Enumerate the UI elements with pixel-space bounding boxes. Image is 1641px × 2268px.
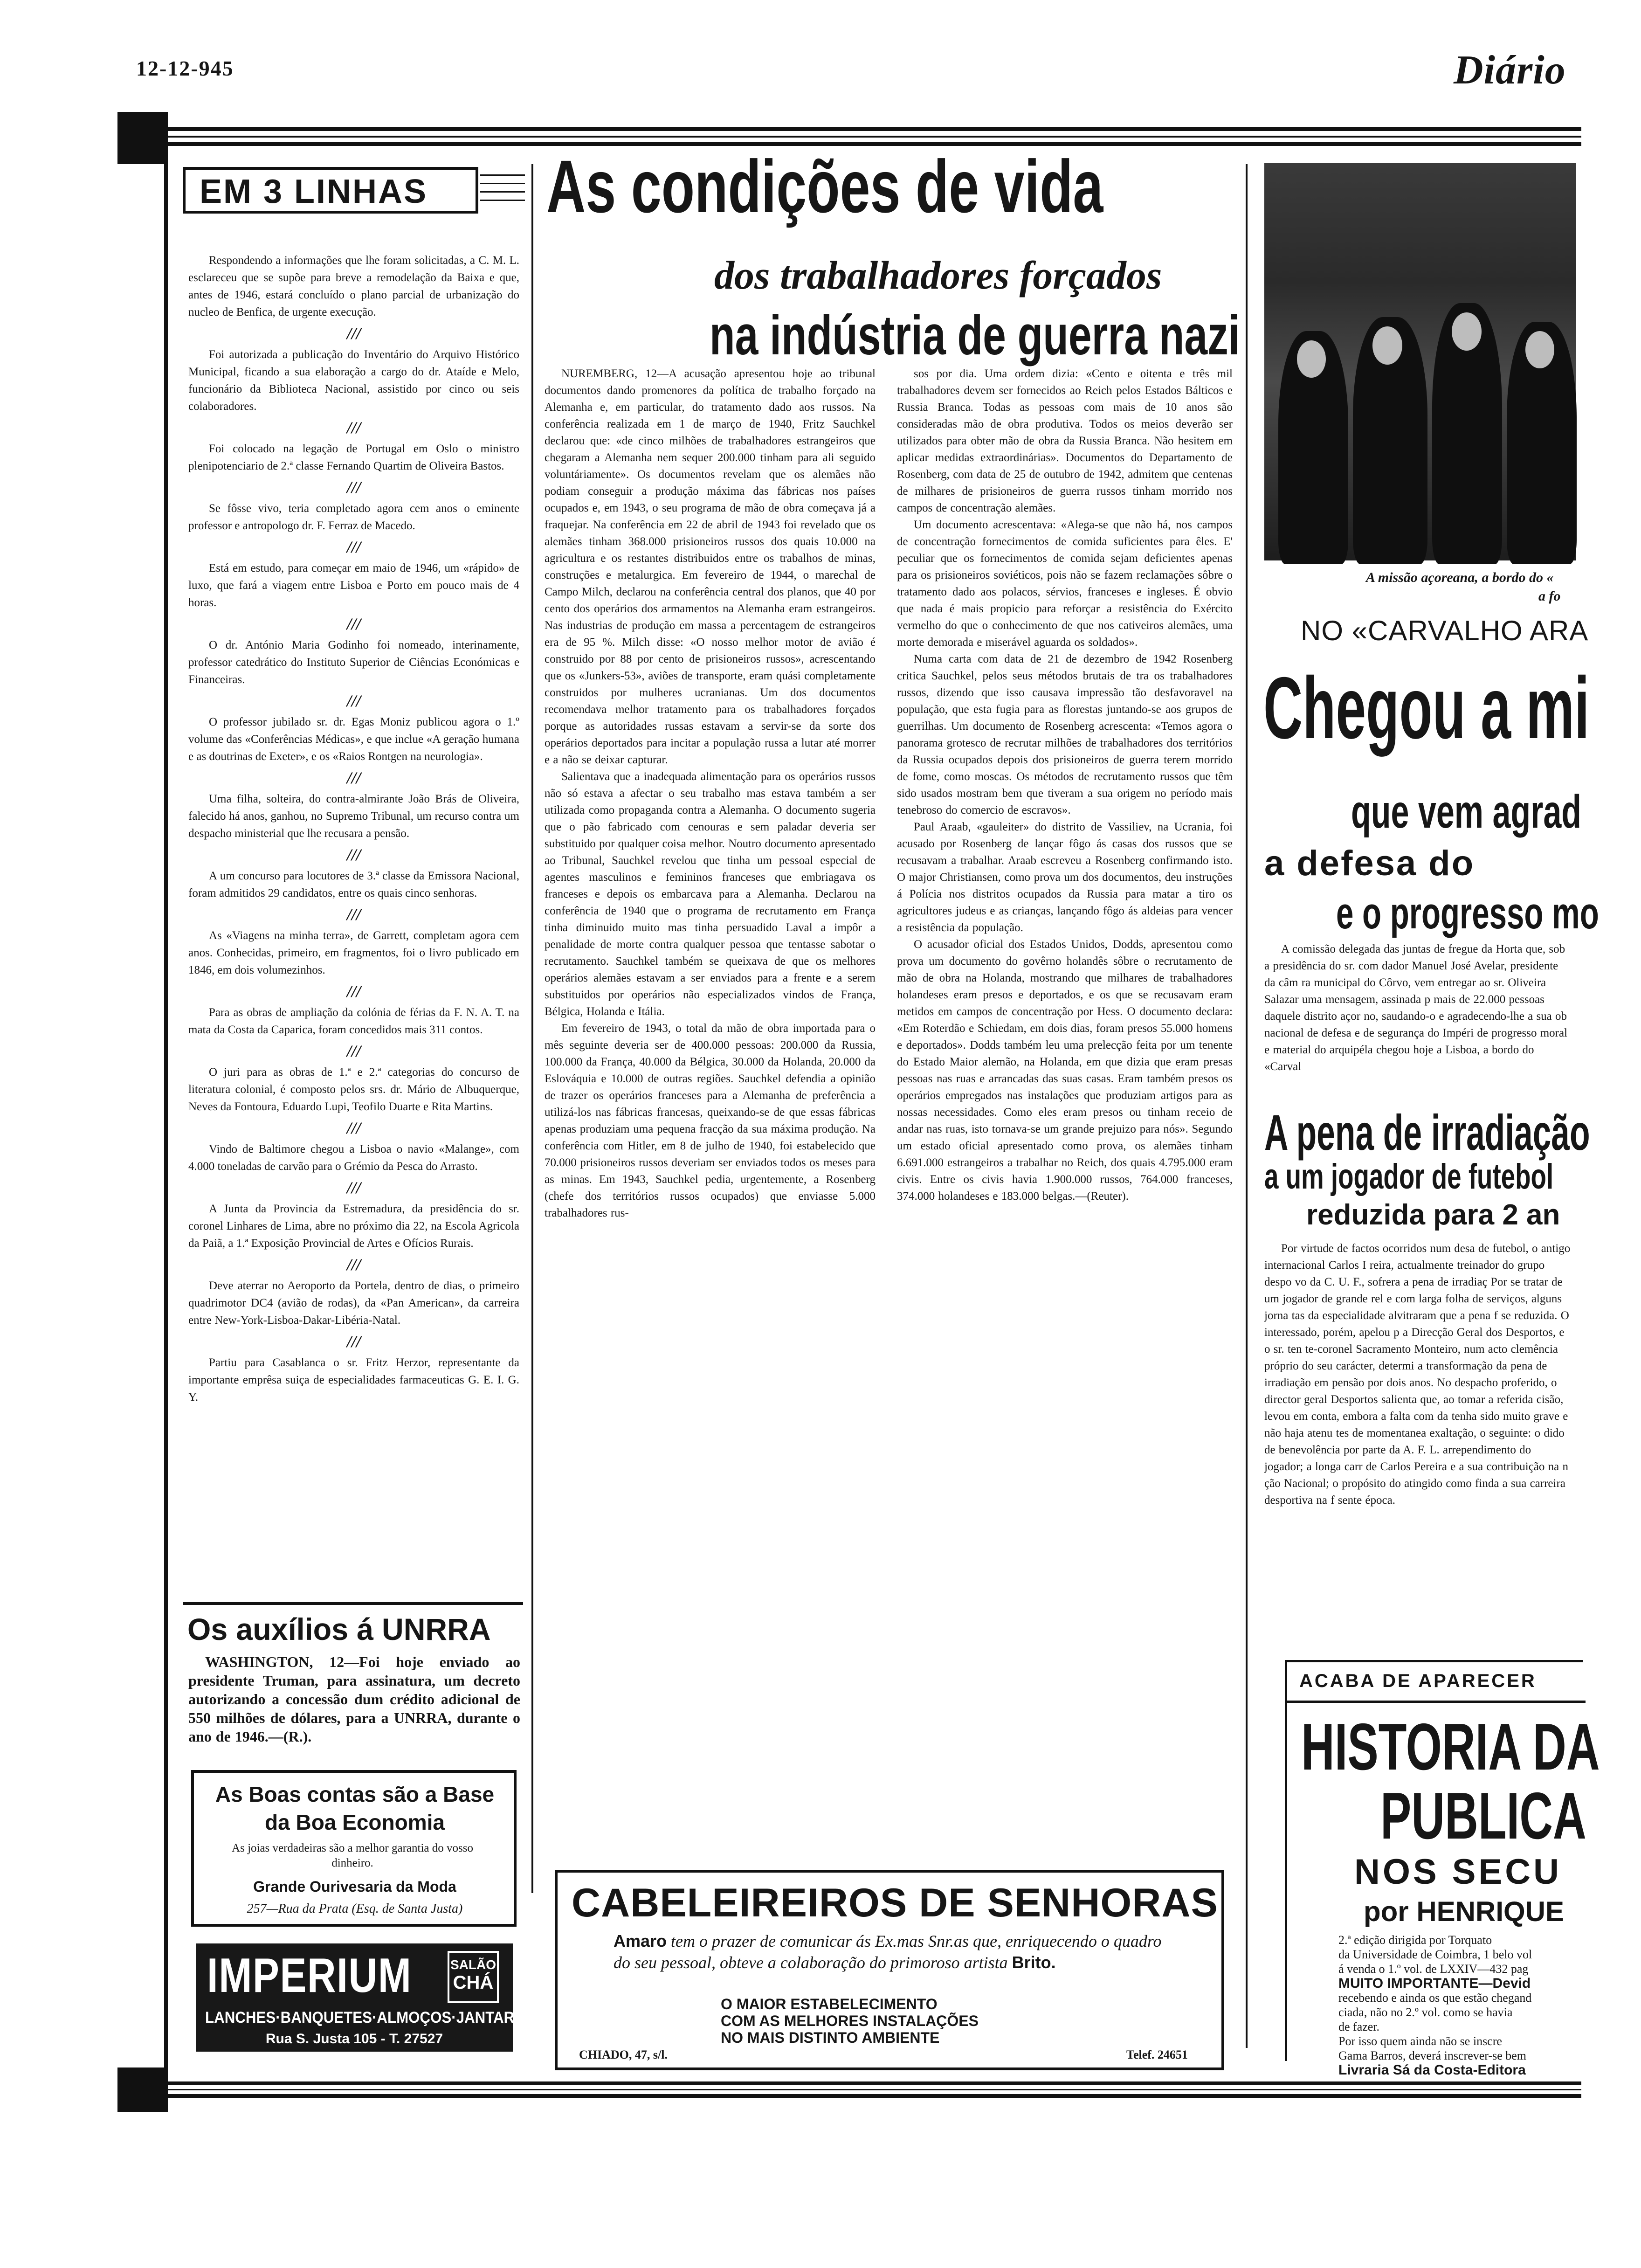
article-paragraph: sos por dia. Uma ordem dizia: «Cento e oitenta e três mil trabalhadores devem ser fornecidos ao Reich pelos Estados Bálticos e Russia Branca. Todas as pessoas com mais de 10 anos são consideradas mão de obra produtiva. Todos os meios deverão ser utilizados para obter mão de obra da Russia Branca. Não hesitem em aplicar medidas extraordinárias». Documentos do Departamento de Rosenberg, com data de 25 de outubro de 1942, admitem que centenas de milhares de prisioneiros de guerra russos tinham morrido nos campos de concentração alemães. — [897, 367, 1233, 514]
brief-separator: /// — [346, 905, 361, 924]
historia-line: Por isso quem ainda não se inscre — [1338, 2034, 1502, 2048]
historia-lines — [1338, 1933, 1590, 2077]
imperium-badge-bottom: CHÁ — [453, 1972, 494, 1993]
brief-separator: /// — [346, 418, 361, 437]
top-rule-thick — [168, 127, 1581, 131]
azores-mission-photo — [1264, 163, 1576, 560]
brief-item: Partiu para Casablanca o sr. Fritz Herzor, representante da importante emprêsa suiça de especialidades farmaceuticas G. E. I. G. Y. — [188, 1356, 519, 1404]
brief-item: Foi autorizada a publicação do Inventário do Arquivo Histórico Municipal, ficando a sua elaboração a cargo do dr. Ataíde e Melo, funcionário da Biblioteca Nacional, assistido por cinco ou seis colaboradores. — [188, 348, 519, 413]
article-column-2 — [897, 366, 1233, 1886]
main-headline-3: na indústria de guerra nazi — [710, 304, 1240, 366]
brief-separator: /// — [346, 768, 361, 787]
azores-sub-1: que vem agrad — [1351, 786, 1582, 838]
brief-separator: /// — [346, 1255, 361, 1274]
article-paragraph: NUREMBERG, 12—A acusação apresentou hoje ao tribunal documentos dando promenores da política de trabalho forçado na Alemanha e, em particular, do tratamento dado aos russos. Na conferência realizada em 1 de março de 1940, Fritz Sauchkel declarou que: «de cinco milhões de trabalhadores estrangeiros que chegaram a Alemanha nem sequer 200.000 tinham para ali seguido voluntáriamente». Os documentos revelam que os alemães não podiam conseguir a produção máxima das fábricas nos países ocupados e, em 1943, o seu programa de mão de obra começava já a fraquejar. Na conferência em 22 de abril de 1943 foi revelado que os alemães tinham 368.000 prisioneiros russos dos quais 10.000 na agricultura e os restantes distribuidos entre os trabalhos de minas, construções e metalurgica. Em fevereiro de 1944, o marechal de Campo Milch, declarou na conferência central dos planos, que 40 por cento dos operários dos armamentos na Alemanha eram estrangeiros. Nas industrias de produção em massa a percentagem de estrangeiros era de 95 %. Milch disse: «O nosso melhor motor de avião é construido por 88 por cento de prisioneiros russos», acrescentando que os «Junkers-53», aviões de transporte, eram quási completamente construidos por mulheres ucranianas. Um dos documentos recomendava melhor tratamento para os trabalhadores forçados porque as autoridades russas estavam a servir-se da sorte dos operários deportados para incitar a população russa a lutar até morrer e a não se deixar capturar. — [545, 367, 876, 766]
azores-kicker: NO «CARVALHO ARA — [1301, 615, 1589, 646]
brief-separator: /// — [346, 324, 361, 343]
main-headline-1: As condições de vida — [546, 145, 1103, 228]
cabeleireiros-line-2: COM AS MELHORES INSTALAÇÕES — [721, 2012, 979, 2029]
col-divider-2 — [1246, 164, 1248, 2048]
azores-body — [1264, 941, 1572, 1109]
left-border-rule — [164, 164, 168, 2111]
brief-item: Deve aterrar no Aeroporto da Portela, dentro de dias, o primeiro quadrimotor DC4 (avião de rodas), da «Pan American», da carreira entre New-York-Lisboa-Dakar-Libéria-Natal. — [188, 1279, 519, 1327]
cabeleireiros-line-1: O MAIOR ESTABELECIMENTO — [721, 1996, 938, 2012]
brief-column-title: EM 3 LINHAS — [200, 173, 428, 210]
brief-separator: /// — [346, 691, 361, 710]
historia-title-3: NOS SECU — [1354, 1852, 1562, 1892]
main-headline-2: dos trabalhadores forçados — [714, 253, 1162, 297]
photo-face — [1452, 312, 1482, 351]
brief-item: A Junta da Provincia da Estremadura, da presidência do sr. coronel Linhares de Lima, abre no próximo dia 22, na Escola Agricola da Paiã, a 1.ª Exposição Provincial de Artes e Ofícios Rurais. — [188, 1203, 519, 1250]
brief-separator: /// — [346, 478, 361, 497]
azores-text: A comissão delegada das juntas de fregue da Horta que, sob a presidência do sr. com dador Manuel José Avelar, presidente da câm ra municipal do Côrvo, vem entregar ao sr. Oliveira Salazar uma mensagem, assinada p mais de 22.000 pessoas daquele distrito açor no, saudando-o e agradecendo-lhe a sua ob nacional de defesa e de segurança do Impéri de progresso moral e material do arquipéla chegou hoje a Lisboa, a bordo do «Carval — [1264, 943, 1568, 1073]
brief-item: Se fôsse vivo, teria completado agora cem anos o eminente professor e antropologo dr. F. Ferraz de Macedo. — [188, 502, 519, 532]
bottom-left-black-block — [117, 2067, 168, 2112]
cabeleireiros-name: Amaro — [614, 1931, 667, 1950]
brief-item: As «Viagens na minha terra», de Garrett, completam agora cem anos. Conhecidas, primeiro, em fragmentos, foi o livro publicado em 1846, em dois volumezinhos. — [188, 929, 519, 976]
azores-headline: Chegou a mi — [1263, 659, 1590, 757]
unrra-text: WASHINGTON, 12—Foi hoje enviado ao presidente Truman, para assinatura, um decreto autorizando a concessão dum crédito adicional de 550 milhões de dólares, para a UNRRA, durante o ano de 1946.—(R.). — [188, 1653, 520, 1745]
cabeleireiros-artist: Brito. — [1012, 1953, 1056, 1972]
historia-band-rule — [1287, 1701, 1586, 1703]
historia-band: ACABA DE APARECER — [1299, 1671, 1537, 1691]
article-paragraph: Paul Araab, «gauleiter» do distrito de Vassiliev, na Ucrania, foi acusado por Rosenberg de lançar fôgo ás casas dos russos que se recusavam a trabalhar. Araab escreveu a Rosenberg confirmando isto. O major Christiansen, como prova um dos documentos, deu instruções á Polícia nos distritos ocupados da Russia para matar a tiro os agricultores judeus e as crianças, lançando fôgo ás aldeias para vencer a resistência da população. — [897, 821, 1233, 934]
historia-line: recebendo e ainda os que estão chegand — [1338, 1991, 1532, 2005]
cabeleireiros-ad — [555, 1870, 1224, 2070]
cabeleireiros-phone: Telef. 24651 — [1126, 2048, 1188, 2061]
imperium-name: IMPERIUM — [207, 1949, 412, 2003]
pena-text: Por virtude de factos ocorridos num desa de futebol, o antigo internacional Carlos I reira, actualmente treinador do grupo despo vo da C. U. F., sofrera a pena de irradiaç Por se tratar de um jogador de grande rel e com larga folha de serviços, alguns jorna tas da especialidade alvitraram que a pena f se reduzida. O interessado, porém, apelou p a Direcção Geral dos Desportos, e o sr. ten te-coronel Sacramento Monteiro, num acto clemência próprio do seu carácter, determi a transformação da pena de irradiação em pensão por dois anos. No despacho proferido, o director geral Desportos salienta que, ao tomar a referida cisão, levou em conta, embora a falta com da tenha sido muito grave e não haja atenu tes de momentanea exaltação, o seguinte: o dido de benevolência por parte da A. F. L. arrependimento do jogador; a longa carr de Carlos Pereira e a sua contribuição na n ção Nacional; o propósito do atingido como finda a sua carreira desportiva na f sente época. — [1264, 1242, 1571, 1507]
pena-body — [1264, 1240, 1572, 1641]
historia-title-4: por HENRIQUE — [1364, 1896, 1565, 1927]
article-paragraph: O acusador oficial dos Estados Unidos, Dodds, apresentou como prova um documento do govêrno holandês sôbre o recrutamento de mão de obra na Holanda, mostrando que milhares de trabalhadores holandeses eram presos e deportados, e os que se recusavam eram metidos em campos de concentração por Hess. O documento declara: «Em Roterdão e Schiedam, em dois dias, foram presos 55.000 homens e deportados». Dodds também leu uma prelecção feita por um tenente do Estado Maior alemão, na Holanda, em que dizia que eram presas pessoas nas ruas e arrancadas das suas casas. Eram também presos os operários empregados nas instalações que produziam artigos para as nossas necessidades. Como eles eram presos ou tinham receio de andar nas ruas, isto tornava-se um grande prejuizo para nós». Segundo um estado oficial apresentado como prova, os alemães tinham 6.691.000 estrangeiros a trabalhar no Reich, dos quais 4.795.000 eram civis. Entre os civis havia 1.900.000 russos, 764.000 franceses, 374.000 holandeses e 183.000 belgas.—(Reuter). — [897, 938, 1233, 1203]
cabeleireiros-address: CHIADO, 47, s/l. — [579, 2048, 668, 2061]
brief-separator: /// — [346, 1332, 361, 1351]
brief-separator: /// — [346, 1042, 361, 1060]
brief-item: Para as obras de ampliação da colónia de férias da F. N. A. T. na mata da Costa da Caparica, foram concedidos mais 311 contos. — [188, 1006, 519, 1036]
historia-title-1: HISTORIA DA — [1301, 1710, 1600, 1784]
bottom-rule-1 — [168, 2081, 1581, 2085]
photo-caption-1: A missão açoreana, a bordo do « — [1366, 570, 1554, 585]
ourivesaria-address: 257—Rua da Prata (Esq. de Santa Justa) — [247, 1902, 463, 1916]
brief-separator: /// — [346, 615, 361, 633]
brief-separator: /// — [346, 538, 361, 556]
article-paragraph: Um documento acrescentava: «Alega-se que não há, nos campos de concentração fornecimentos de comida suficientes para êles. E' peculiar que os fornecimentos de comida sejam deficientes apenas para os prisioneiros soviéticos, pois não se fazem reclamações sôbre o tratamento dado aos polacos, sérvios, franceses e ingleses. É obvio que nada é mais propicio para reforçar a resistência do Exército vermelho do que o conhecimento de que nos cativeiros alemães, uma morte demorada e miserável aguarda os soldados». — [897, 519, 1233, 649]
historia-line: da Universidade de Coimbra, 1 belo vol — [1338, 1948, 1532, 1961]
unrra-body — [188, 1653, 520, 1769]
ourivesaria-headline: As Boas contas são a Base da Boa Economia — [215, 1782, 495, 1834]
historia-line: á venda o 1.º vol. de LXXIV—432 pag — [1338, 1962, 1529, 1976]
title-stripe-2 — [480, 183, 525, 184]
article-paragraph: Salientava que a inadequada alimentação para os operários russos não só estava a afectar o seu trabalho mas estava também a ser utilizada como propaganda contra a Alemanha. O documento sugeria que o pão fabricado com cenouras e sem paladar deveria ser substituido por qualquer coisa melhor. Noutro documento apresentado ao Tribunal, Sauchkel revelou que tinha um pessoal especial de agentes masculinos e femininos franceses que embriagava os franceses e depois os embarcava para a Alemanha. Declarou na conferência de 1940 que o programa de recrutamento em França tinha diminuido muito mas tinha persuadido Laval a impôr a penalidade de morte contra qualquer pessoa que tentasse sabotar o recrutamento. Sauchkel também se queixava de que os melhores operários alemães estavam a ser enviados para a frente e a serem substituidos por operários não especializados vindos de França, Bélgica, Holanda e Itália. — [545, 770, 876, 1018]
cabeleireiros-headline: CABELEIREIROS DE SENHORAS — [572, 1881, 1218, 1925]
historia-ad — [1285, 1660, 1600, 2078]
article-paragraph: Numa carta com data de 21 de dezembro de 1942 Rosenberg critica Sauchkel, pelos seus métodos brutais de tra os trabalhadores russos, dizendo que isso causava impressão tão desfavoravel na população, que esta fugia para as florestas juntando-se aos grupos de guerrilhas. Um documento de Rosenberg acrescenta: «Temos agora o panorama grotesco de recrutar milhões de trabalhadores dos territórios da Russia ocupados depois dos prisioneiros de guerra terem morrido de fome, como moscas. Os métodos de recrutamento russos que têm sido usados mostram bem que tiveram a sua origem no período mais tenebroso do comercio de escravos». — [897, 653, 1233, 816]
photo-face — [1525, 331, 1554, 368]
page-date: 12-12-945 — [136, 56, 234, 80]
brief-item: O juri para as obras de 1.ª e 2.ª categorias do concurso de literatura colonial, é composto pelos srs. dr. Mário de Albuquerque, Neves da Fontoura, Eduardo Lupi, Teofilo Duarte e Rita Martins. — [188, 1066, 519, 1113]
title-stripe-4 — [480, 200, 525, 201]
brief-column-title-box — [183, 167, 478, 214]
brief-separator: /// — [346, 1178, 361, 1197]
unrra-headline: Os auxílios á UNRRA — [187, 1612, 491, 1646]
photo-face — [1372, 326, 1402, 365]
azores-sub-3: e o progresso mo — [1336, 888, 1599, 938]
ourivesaria-ad — [191, 1770, 517, 1927]
brief-item: Uma filha, solteira, do contra-almirante João Brás de Oliveira, falecido há anos, ganhou, no Supremo Tribunal, um recurso contra um despacho ministerial que lhe recusara a pensão. — [188, 793, 519, 840]
left-black-block — [117, 112, 168, 164]
imperium-badge-top: SALÃO — [450, 1957, 496, 1972]
imperium-badge — [448, 1951, 499, 2003]
title-stripe-1 — [480, 174, 525, 176]
photo-caption-2: a fo — [1538, 588, 1561, 604]
historia-title-2: PUBLICA — [1380, 1779, 1586, 1853]
unrra-top-rule — [183, 1602, 523, 1605]
photo-face — [1297, 340, 1326, 378]
ourivesaria-name: Grande Ourivesaria da Moda — [253, 1878, 456, 1895]
col-divider-1 — [531, 164, 533, 1893]
historia-line: Gama Barros, deverá inscrever-se bem — [1338, 2049, 1527, 2062]
imperium-services: LANCHES·BANQUETES·ALMOÇOS·JANTARES — [205, 2009, 534, 2026]
brief-items — [188, 252, 519, 1604]
bottom-rule-3 — [168, 2094, 1581, 2098]
brief-item: O dr. António Maria Godinho foi nomeado, interinamente, professor catedrático do Instituto Superior de Ciências Económicas e Financeiras. — [188, 639, 519, 686]
pena-sub-2: reduzida para 2 an — [1306, 1199, 1560, 1231]
ourivesaria-line: As joias verdadeiras são a melhor garantia do vosso dinheiro. — [232, 1842, 473, 1869]
imperium-ad — [196, 1943, 534, 2052]
azores-sub-2: a defesa do — [1264, 844, 1475, 883]
article-paragraph: Em fevereiro de 1943, o total da mão de obra importada para o mês seguinte deveria ser de 400.000 pessoas: 200.000 da Russia, 100.000 da França, 40.000 da Bélgica, 30.000 da Holanda, 20.000 da Eslováquia e 10.000 de outras regiões. Sauchkel defendia a opinião de trazer os operários franceses para a Alemanha de preferência a utilizá-los nas fábricas francesas, queixando-se de que essas fábricas apenas produziam uma pequena fracção da sua máxima produção. Na conferência com Hitler, em 8 de julho de 1940, foi estabelecido que 70.000 prisioneiros russos deveriam ser enviados todos os meses para as minas. Em 1943, Sauchkel pedia, urgentemente, a Rosenberg (chefe dos territórios russos ocupados) que enviasse 5.000 trabalhadores rus- — [545, 1022, 876, 1219]
brief-separator: /// — [346, 1119, 361, 1137]
brief-item: O professor jubilado sr. dr. Egas Moniz publicou agora o 1.º volume das «Conferências Médicas», e que inclue «A geração humana e as doutrinas de Exeter», e os «Raios Rontgen na neurologia». — [188, 716, 519, 763]
brief-item: Respondendo a informações que lhe foram solicitadas, a C. M. L. esclareceu que se supõe para breve a remodelação da Baixa e que, antes de 1946, estará concluído o plano parcial de urbanização do nucleo de Benfica, de urgente execução. — [188, 254, 519, 318]
brief-item: Foi colocado na legação de Portugal em Oslo o ministro plenipotenciario de 2.ª classe Fernando Quartim de Oliveira Bastos. — [188, 443, 519, 472]
brief-item: Vindo de Baltimore chegou a Lisboa o navio «Malange», com 4.000 toneladas de carvão para o Grémio da Pesca do Arrasto. — [188, 1143, 519, 1173]
brief-item: A um concurso para locutores de 3.ª classe da Emissora Nacional, foram admitidos 29 candidatos, entre os quais cinco senhoras. — [188, 870, 519, 899]
historia-line: de fazer. — [1338, 2020, 1380, 2033]
pena-sub: a um jogador de futebol — [1264, 1157, 1554, 1196]
cabeleireiros-text — [614, 1930, 1173, 1973]
title-stripe-3 — [480, 191, 525, 193]
article-column-1 — [545, 366, 876, 1886]
pena-headline: A pena de irradiação — [1264, 1104, 1590, 1161]
historia-line: ciada, não no 2.º vol. como se havia — [1338, 2005, 1513, 2019]
cabeleireiros-line-3: NO MAIS DISTINTO AMBIENTE — [721, 2029, 940, 2046]
historia-line: Livraria Sá da Costa-Editora — [1338, 2062, 1526, 2078]
historia-line: 2.ª edição dirigida por Torquato — [1338, 1933, 1492, 1947]
masthead: Diário — [1454, 48, 1566, 93]
brief-separator: /// — [346, 982, 361, 1001]
brief-separator: /// — [346, 845, 361, 864]
top-rule-thin — [168, 136, 1581, 138]
historia-line: MUITO IMPORTANTE—Devid — [1338, 1976, 1531, 1991]
imperium-address: Rua S. Justa 105 - T. 27527 — [265, 2031, 443, 2047]
cabeleireiros-text-a: tem o prazer de comunicar ás Ex.mas Snr.as que, enriquecendo o quadro do seu pessoal, obteve a colaboração do primoroso artista — [614, 1932, 1162, 1972]
bottom-rule-2 — [168, 2089, 1581, 2090]
brief-item: Está em estudo, para começar em maio de 1946, um «rápido» de luxo, que fará a viagem entre Lisboa e Porto em pouco mais de 4 horas. — [188, 562, 519, 609]
